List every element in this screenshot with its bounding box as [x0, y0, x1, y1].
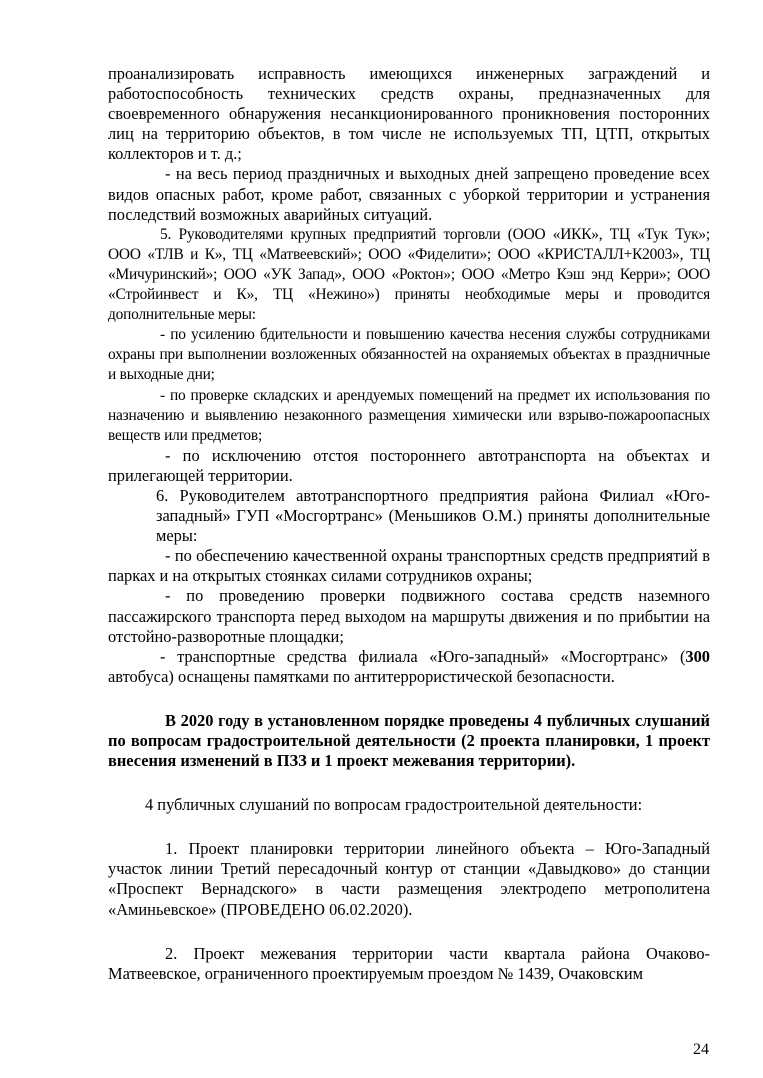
paragraph-rolling-stock-check: - по проведению проверки подвижного состава средств наземного пассажирского транспорта перед выходом на маршруты движения и по прибытии на отстойно-разворотные площадки; [108, 586, 710, 646]
bus-leaflets-post: автобуса) оснащены памятками по антитеррористической безопасности. [108, 666, 615, 686]
paragraph-public-hearings-intro: 4 публичных слушаний по вопросам градостроительной деятельности: [145, 795, 643, 815]
paragraph-inspection: проанализировать исправность имеющихся инженерных заграждений и работоспособность технических средств охраны, предназначенных для своевременного обнаружения несанкционированного проникновения посторонних лиц на территорию объектов, в том числе не используемых ТП, ЦТП, открытых коллекторов и т. д.; [108, 64, 710, 164]
paragraph-trade-enterprises: 5. Руководителями крупных предприятий торговли (ООО «ИКК», ТЦ «Тук Тук»; ООО «ТЛВ и К», ТЦ «Матвеевский»; ООО «Фиделити»; ООО «КРИСТАЛЛ+К2003», ТЦ «Мичуринский»; ООО «УК Запад», ООО «Роктон»; ООО «Метро Кэш энд Керри»; ООО «Стройинвест и К», ТЦ «Нежино») приняты необходимые меры и проводится дополнительные меры: [108, 225, 710, 324]
paragraph-vigilance: - по усилению бдительности и повышению качества несения службы сотрудниками охраны при выполнении возложенных обязанностей на охраняемых объектах в праздничные и выходные дни; [108, 326, 710, 384]
paragraph-holiday-ban: - на весь период праздничных и выходных дней запрещено проведение всех видов опасных работ, кроме работ, связанных с уборкой территории и устранения последствий возможных аварийных ситуаций. [108, 164, 710, 224]
paragraph-hearing-1: 1. Проект планировки территории линейного объекта – Юго-Западный участок линии Третий пересадочный контур от станции «Давыдково» до станции «Проспект Вернадского» в части размещения электродепо метрополитена «Аминьевское» (ПРОВЕДЕНО 06.02.2020). [108, 839, 710, 919]
paragraph-hearing-2: 2. Проект межевания территории части квартала района Очаково-Матвеевское, ограниченного проектируемым проездом № 1439, Очаковским [108, 943, 710, 983]
paragraph-warehouse-check: - по проверке складских и арендуемых помещений на предмет их использования по назначению и выявлению незаконного размещения химически или взрыво-пожароопасных веществ или предметов; [108, 386, 710, 444]
paragraph-public-hearings-summary: В 2020 году в установленном порядке проведены 4 публичных слушаний по вопросам градостроительной деятельности (2 проекта планировки, 1 проект внесения изменений в ПЗЗ и 1 проект межевания территории). [108, 710, 710, 771]
bus-leaflets-pre: - транспортные средства филиала «Юго-западный» «Мосгортранс» ( [160, 646, 686, 666]
paragraph-transport-enterprise: 6. Руководителем автотранспортного предприятия района Филиал «Юго-западный» ГУП «Мосгортранс» (Меньшиков О.М.) приняты дополнительные меры: [156, 485, 710, 546]
paragraph-vehicle-parking: - по исключению отстоя постороннего автотранспорта на объектах и прилегающей территории. [108, 445, 710, 485]
paragraph-vehicle-security: - по обеспечению качественной охраны транспортных средств предприятий в парках и на открытых стоянках силами сотрудников охраны; [108, 546, 710, 586]
paragraph-bus-leaflets [108, 647, 710, 687]
text-column [108, 64, 710, 984]
page-number: 24 [693, 1041, 709, 1058]
bus-count: 300 [685, 646, 710, 666]
